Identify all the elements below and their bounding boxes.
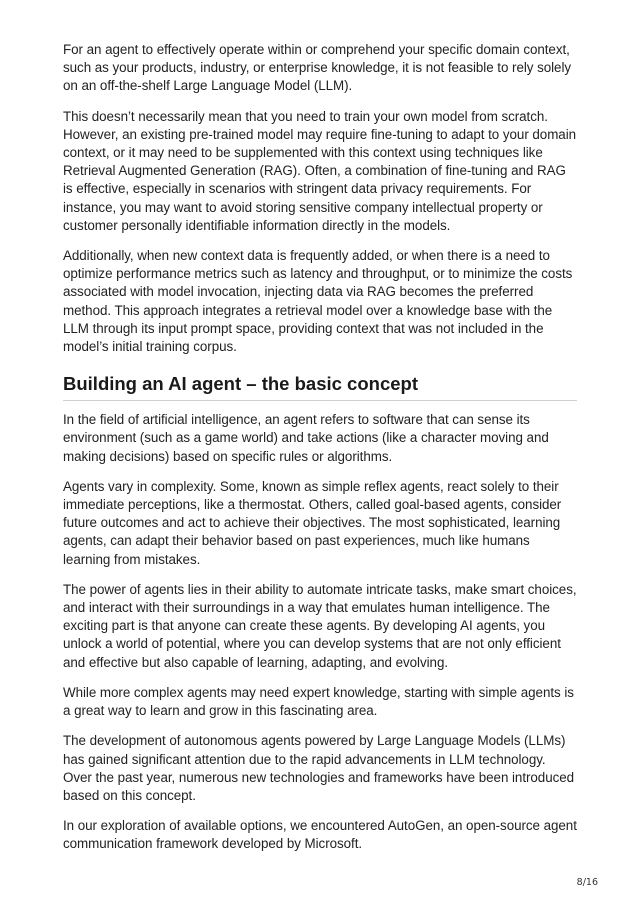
document-page — [63, 41, 577, 866]
section-paragraph-4: While more complex agents may need expert knowledge, starting with simple agents is a great way to learn and grow in this fascinating area. — [63, 684, 574, 719]
intro-paragraph-2: This doesn’t necessarily mean that you need to train your own model from scratch. However, an existing pre-trained model may require fine-tuning to adapt to your domain context, or it may need to be supplemented with this context using techniques like Retrieval Augmented Generation (RAG). Often, a combination of fine-tuning and RAG is effective, especially in scenarios with stringent data privacy requirements. For instance, you may want to avoid storing sensitive company intellectual property or customer personally identifiable information directly in the models. — [63, 108, 577, 233]
intro-paragraph-1: For an agent to effectively operate within or comprehend your specific domain context, such as your products, industry, or enterprise knowledge, it is not feasible to rely solely on an off-the-shelf Large Language Model (LLM). — [63, 42, 572, 94]
intro-paragraph-3: Additionally, when new context data is frequently added, or when there is a need to optimize performance metrics such as latency and throughput, or to minimize the costs associated with model invocation, injecting data via RAG becomes the preferred method. This approach integrates a retrieval model over a knowledge base with the LLM through its input prompt space, providing context that was not included in the model’s initial training corpus. — [63, 248, 573, 355]
page-number: 8/16 — [576, 877, 598, 888]
section-body — [63, 411, 577, 853]
section-paragraph-5: The development of autonomous agents powered by Large Language Models (LLMs) has gained significant attention due to the rapid advancements in LLM technology. Over the past year, numerous new technologies and frameworks have been introduced based on this concept. — [63, 733, 575, 803]
section-paragraph-6: In our exploration of available options, we encountered AutoGen, an open-source agent communication framework developed by Microsoft. — [63, 818, 577, 852]
section-paragraph-2: Agents vary in complexity. Some, known as simple reflex agents, react solely to their immediate perceptions, like a thermostat. Others, called goal-based agents, consider future outcomes and act to achieve their objectives. The most sophisticated, learning agents, can adapt their behavior based on past experiences, much like humans learning from mistakes. — [63, 478, 562, 567]
section-heading: Building an AI agent – the basic concept — [63, 372, 577, 401]
section-paragraph-3: The power of agents lies in their ability to automate intricate tasks, make smart choices, and interact with their surroundings in a way that emulates human intelligence. The exciting part is that anyone can create these agents. By developing AI agents, you unlock a world of potential, where you can develop systems that are not only efficient and effective but also capable of learning, adapting, and evolving. — [63, 581, 577, 670]
section-paragraph-1: In the field of artificial intelligence, an agent refers to software that can sense its environment (such as a game world) and take actions (like a character moving and making decisions) based on specific rules or algorithms. — [63, 412, 549, 464]
